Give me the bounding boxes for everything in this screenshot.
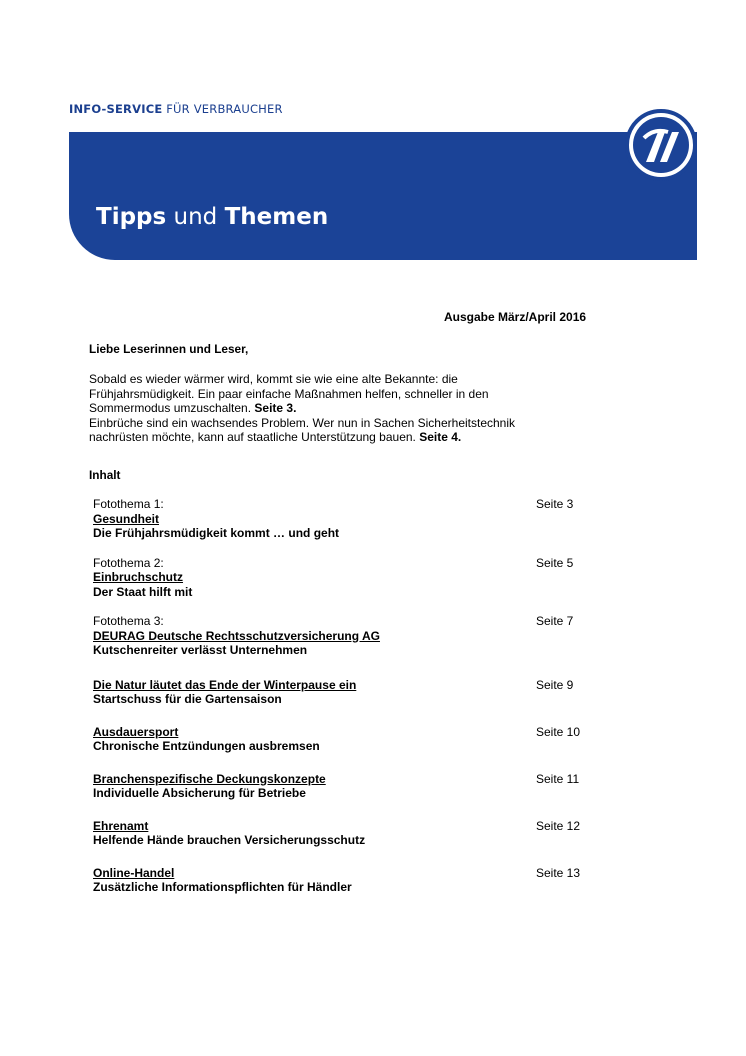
toc-entry: [93, 678, 593, 707]
greeting: Liebe Leserinnen und Leser,: [89, 342, 249, 356]
toc-entry-label: Fotothema 2:: [93, 555, 164, 570]
toc-entry-page: Seite 13: [536, 865, 581, 880]
edition-label: Ausgabe März/April 2016: [444, 310, 587, 324]
service-line-rest: FÜR VERBRAUCHER: [162, 102, 283, 116]
toc-entry: [93, 556, 593, 600]
page-title: [96, 204, 328, 230]
toc-entry-subtitle: Chronische Entzündungen ausbremsen: [93, 739, 320, 753]
intro-line: nachrüsten möchte, kann auf staatliche Unterstützung bauen.: [89, 430, 420, 444]
intro-paragraph-2: [89, 416, 569, 445]
title-part-3: Themen: [224, 204, 329, 230]
table-of-contents: [93, 497, 593, 895]
toc-entry-subtitle: Kutschenreiter verlässt Unternehmen: [93, 643, 308, 657]
intro-paragraph-1: [89, 372, 569, 416]
toc-entry-topic[interactable]: Die Natur läutet das Ende der Winterpause ein: [93, 677, 357, 692]
toc-entry-subtitle: Die Frühjahrsmüdigkeit kommt … und geht: [93, 526, 340, 540]
toc-entry-page: Seite 12: [536, 818, 581, 833]
intro-line: Frühjahrsmüdigkeit. Ein paar einfache Maßnahmen helfen, schneller in den: [89, 386, 489, 401]
toc-entry-topic[interactable]: Online-Handel: [93, 865, 175, 880]
toc-entry-topic[interactable]: Branchenspezifische Deckungskonzepte: [93, 771, 326, 786]
toc-entry-subtitle: Helfende Hände brauchen Versicherungsschutz: [93, 833, 366, 847]
toc-entry-page: Seite 5: [536, 555, 574, 570]
intro-text: [89, 372, 569, 445]
toc-entry-subtitle: Der Staat hilft mit: [93, 584, 193, 599]
service-line: [69, 102, 283, 116]
toc-entry-page: Seite 9: [536, 677, 574, 692]
toc-entry-label: Fotothema 1:: [93, 497, 164, 511]
toc-heading: Inhalt: [89, 468, 121, 482]
toc-entry: [93, 614, 593, 658]
toc-entry-topic[interactable]: Einbruchschutz: [93, 570, 184, 584]
toc-entry-page: Seite 7: [536, 614, 574, 628]
toc-entry-topic[interactable]: Gesundheit: [93, 511, 160, 526]
toc-entry-topic[interactable]: Ehrenamt: [93, 818, 149, 833]
company-logo-icon: [624, 108, 698, 182]
toc-entry: [93, 497, 593, 541]
toc-entry-topic[interactable]: DEURAG Deutsche Rechtsschutzversicherung AG: [93, 628, 380, 643]
page-reference: Seite 3.: [254, 401, 297, 415]
toc-entry-page: Seite 3: [536, 497, 574, 511]
toc-entry-subtitle: Startschuss für die Gartensaison: [93, 692, 282, 706]
intro-line: Einbrüche sind ein wachsendes Problem. Wer nun in Sachen Sicherheitstechnik: [89, 415, 516, 430]
intro-line: Sobald es wieder wärmer wird, kommt sie wie eine alte Bekannte: die: [89, 372, 458, 386]
toc-entry-subtitle: Zusätzliche Informationspflichten für Händler: [93, 880, 352, 894]
toc-entry: [93, 866, 593, 895]
toc-entry-page: Seite 10: [536, 724, 581, 739]
title-part-1: Tipps: [96, 204, 167, 230]
intro-line: Sommermodus umzuschalten.: [89, 401, 255, 415]
toc-entry: [93, 725, 593, 754]
toc-entry: [93, 819, 593, 848]
toc-entry-subtitle: Individuelle Absicherung für Betriebe: [93, 786, 306, 800]
title-part-2: und: [166, 204, 225, 230]
header-banner: [69, 132, 697, 260]
toc-entry-page: Seite 11: [536, 771, 580, 786]
toc-entry: [93, 772, 593, 801]
page-reference: Seite 4.: [419, 430, 462, 444]
toc-entry-topic[interactable]: Ausdauersport: [93, 724, 179, 739]
service-line-bold: INFO-SERVICE: [69, 102, 163, 116]
toc-entry-label: Fotothema 3:: [93, 614, 164, 628]
